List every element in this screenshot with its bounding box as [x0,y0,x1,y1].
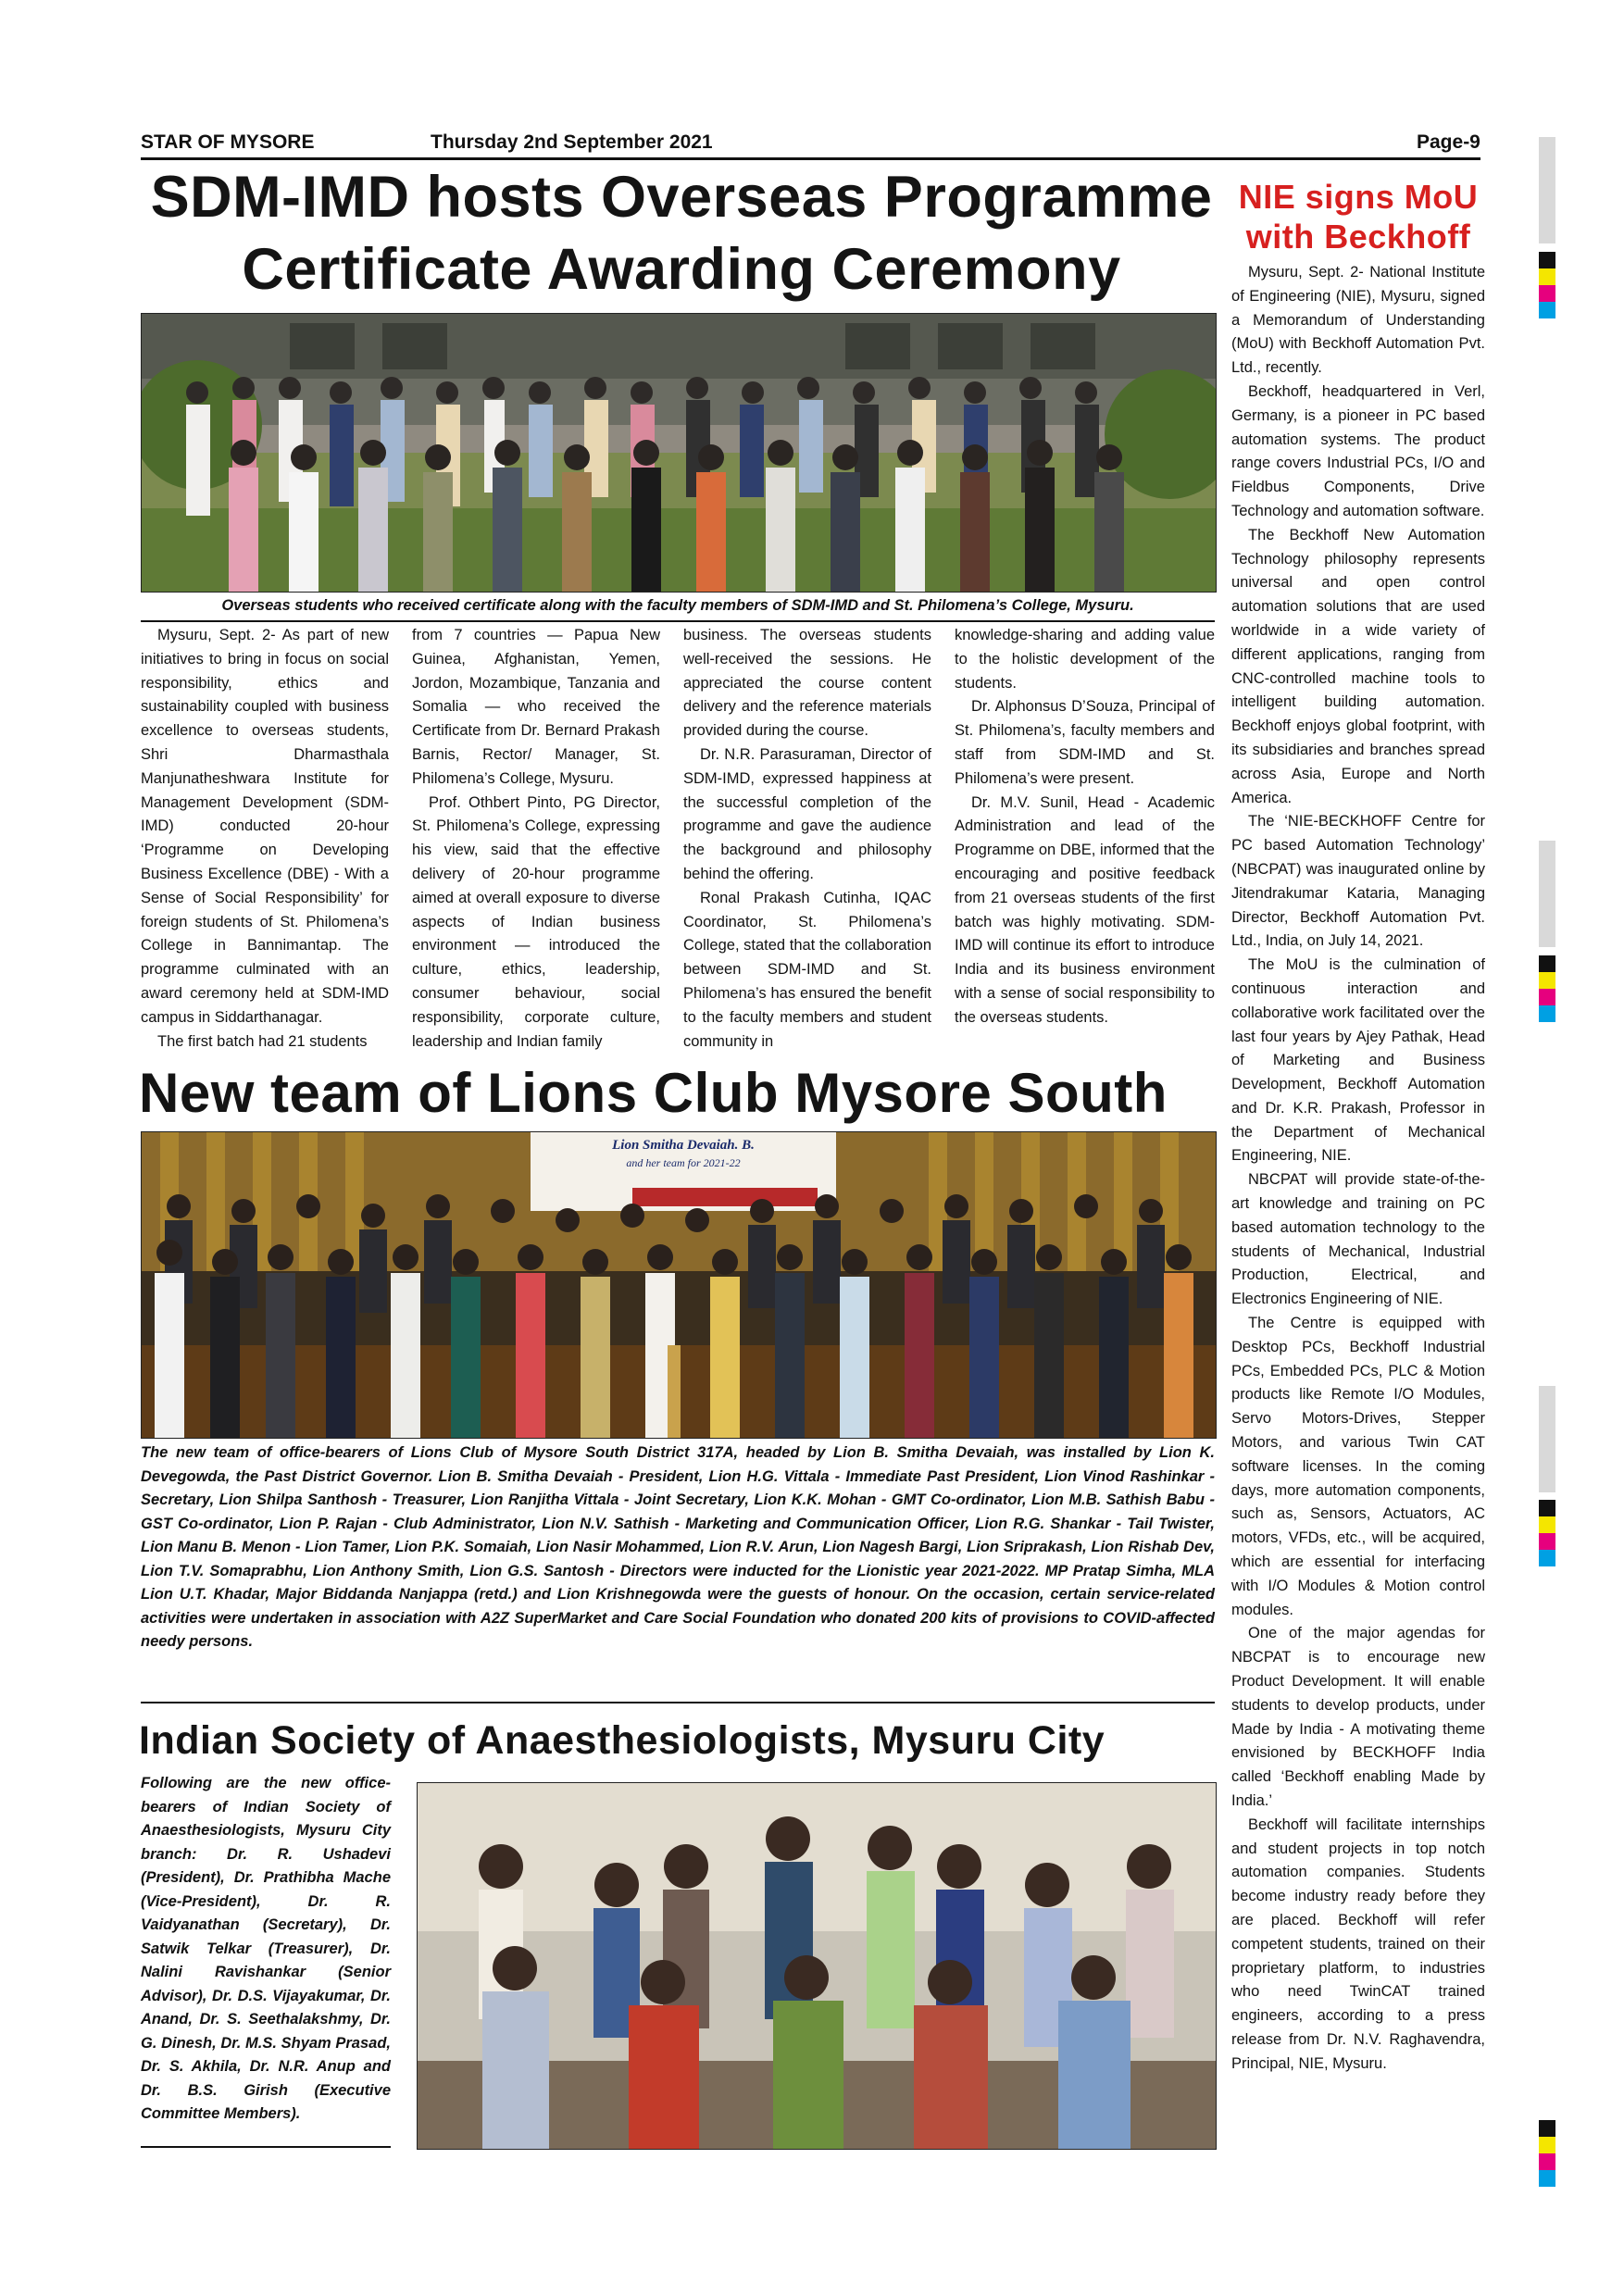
header-rule [141,157,1480,160]
registration-grey-bar [1539,1386,1555,1492]
masthead-date: Thursday 2nd September 2021 [431,131,713,153]
lions-banner-subtitle: and her team for 2021-22 [626,1156,741,1169]
registration-cmyk-marks [1539,252,1555,318]
story2-photo [141,1131,1217,1439]
lions-banner-title: Lion Smitha Devaiah. B. [612,1138,755,1153]
story1-caption-rule [141,620,1215,622]
story1-col4-para: knowledge-sharing and adding value to the holistic development of the students. [955,627,1215,692]
story1-column-3 [683,624,931,1054]
registration-grey-bar [1539,137,1555,243]
story1-col2-para: Prof. Othbert Pinto, PG Director, St. Philomena’s College, expressing his view, said that the effective delivery of 20-hour programme aimed at overall exposure to diverse aspects of Indian business environment — introduced the culture, ethics, leadership, consumer behaviour, social responsibility, corporate culture, leadership and Indian family [412,793,660,1050]
story2-photo-caption: The new team of office-bearers of Lions Club of Mysore South District 317A, headed by Lion B. Smitha Devaiah, was installed by Lion K. Devegowda, the Past District Governor. Lion B. Smitha Devaiah - President, Lion H.G. Vittala - Immediate Past President, Lion Vinod Rashinkar - Secretary, Lion Shilpa Santhosh - Treasurer, Lion Ranjitha Vittala - Joint Secretary, Lion K.K. Mohan - GMT Co-ordinator, Lion M.B. Sathish Babu - GST Co-ordinator, Lion P. Rajan - Club Administrator, Lion N.V. Sathish - Marketing and Communication Officer, Lion R.G. Shankar - Tail Twister, Lion Manu B. Menon - Lion Tamer, Lion P.K. Somaiah, Lion Nasir Mohammed, Lion R.V. Arun, Lion Nagesh Bargi, Lion Sriprakash, Lion Rishab Dev, Lion T.V. Somaprabhu, Lion Anthony Smith, Lion G.S. Santosh - Directors were inducted for the Lionistic year 2021-2022. MP Pratap Simha, MLA Lion U.T. Khadar, Major Biddanda Nanjappa (retd.) and Lion Krishnegowda were the guests of honour. On the occasion, certain service-related activities were undertaken in association with A2Z SuperMarket and Care Social Foundation who donated 200 kits of provisions to COVID-affected needy persons. [141,1444,1215,1650]
story1-column-4 [955,624,1215,1030]
sidebar-para: The MoU is the culmination of continuous interaction and collaborative work facilitated over the last four years by Ajey Pathak, Head of Marketing and Business Development, Beckhoff Automation and Dr. K.R. Prakash, Professor in the Department of Mechanical Engineering, NIE. [1231,956,1485,1165]
sidebar-para: The Centre is equipped with Desktop PCs, Beckhoff Industrial PCs, Embedded PCs, PLC & Motion products like Remote I/O Modules, Servo Motors-Drives, Stepper Motors, and various Twin CAT software licenses. In the coming days, more automation components, such as, Sensors, Actuators, AC motors, VFDs, etc., will be acquired, which are essential for interfacing with I/O Modules & Motion control modules. [1231,1315,1485,1618]
story1-col3-para: business. The overseas students well-received the sessions. He appreciated the course content delivery and the reference materials provided during the course. [683,627,931,740]
sidebar-para: NBCPAT will provide state-of-the-art knowledge and training on PC based automation technology to the students of Mechanical, Industrial Production, Electrical, and Electronics Engineering of NIE. [1231,1171,1485,1308]
story3-caption-rule [141,2146,391,2148]
sidebar-para: One of the major agendas for NBCPAT is to encourage new Product Development. It will enable students to develop products, under Made by India - A motivating theme envisioned by BECKHOFF India called ‘Beckhoff enabling Made by India.’ [1231,1625,1485,1809]
sidebar-headline-line2: with Beckhoff [1245,218,1471,256]
story1-headline-line2: Certificate Awarding Ceremony [242,237,1121,302]
sidebar-para: Beckhoff will facilitate internships and student projects in top notch automation companies. Students become industry ready before they are placed. Beckhoff will refer competent students, trained on their proprietary platform, to industries who need TwinCAT trained engineers, according to a press release from Dr. N.V. Raghavendra, Principal, NIE, Mysuru. [1231,1816,1485,2072]
registration-grey-bar [1539,841,1555,947]
registration-cmyk-marks [1539,955,1555,1022]
sidebar-headline-line1: NIE signs MoU [1238,178,1479,216]
story1-col1-para: Mysuru, Sept. 2- As part of new initiatives to bring in focus on social responsibility, ethics and sustainability coupled with business excellence to overseas students, Shri Dharmasthala Manjunatheshwara Institute for Management Development (SDM-IMD) conducted 20-hour ‘Programme on Developing Business Excellence (DBE) - With a Sense of Social Responsibility’ for foreign students of St. Philomena’s College in Bannimantap. The programme culminated with an award ceremony held at SDM-IMD campus in Siddarthanagar. [141,627,389,1026]
story1-col3-para: Ronal Prakash Cutinha, IQAC Coordinator, St. Philomena’s College, stated that the collaboration between SDM-IMD and St. Philomena’s has ensured the benefit to the faculty members and student community in [683,889,931,1050]
sidebar-para: Beckhoff, headquartered in Verl, Germany, is a pioneer in PC based automation systems. The product range covers Industrial PCs, I/O and Fieldbus Components, Drive Technology and automation software. [1231,382,1485,519]
story2-headline: New team of Lions Club Mysore South [139,1062,1168,1124]
registration-cmyk-marks [1539,2120,1555,2187]
story1-col2-para: from 7 countries — Papua New Guinea, Afghanistan, Yemen, Jordon, Mozambique, Tanzania and Somalia — who received the Certificate from Dr. Bernard Prakash Barnis, Rector/ Manager, St. Philomena’s College, Mysuru. [412,627,660,787]
story1-photo-caption: Overseas students who received certificate along with the faculty members of SDM-IMD and St. Philomena’s College, Mysuru. [221,597,1134,614]
sidebar-para: Mysuru, Sept. 2- National Institute of Engineering (NIE), Mysuru, signed a Memorandum of Understanding (MoU) with Beckhoff Automation Pvt. Ltd., recently. [1231,264,1485,377]
story3-photo [417,1782,1217,2150]
story2-caption-rule [141,1702,1215,1703]
story1-column-2 [412,624,660,1054]
sidebar-body [1231,261,1485,2077]
story3-caption: Following are the new office-bearers of Indian Society of Anaesthesiologists, Mysuru City branch: Dr. R. Ushadevi (President), Dr. Prathibha Mache (Vice-President), Dr. R. Vaidyanathan (Secretary), Dr. Satwik Telkar (Treasurer), Dr. Nalini Ravishankar (Senior Advisor), Dr. D.S. Vijayakumar, Dr. Anand, Dr. S. Seethalakshmy, Dr. G. Dinesh, Dr. M.S. Shyam Prasad, Dr. S. Akhila, Dr. N.R. Anup and Dr. B.S. Girish (Executive Committee Members). [141,1775,391,2122]
story1-col1-para: The first batch had 21 students [157,1032,368,1050]
registration-cmyk-marks [1539,1500,1555,1566]
story1-photo [141,313,1217,593]
sidebar-para: The Beckhoff New Automation Technology philosophy represents universal and open control automation solutions that are used worldwide in a wide variety of different applications, ranging from CNC-controlled machine tools to intelligent building automation. Beckhoff enjoys global footprint, with its subsidiaries and branches spread across Asia, Europe and North America. [1231,526,1485,806]
story1-col4-para: Dr. M.V. Sunil, Head - Academic Administration and lead of the Programme on DBE, informed that the encouraging and positive feedback from 21 overseas students of the first batch was highly motivating. SDM-IMD will continue its effort to introduce India and its business environment with a sense of social responsibility to the overseas students. [955,793,1215,1026]
page-number: Page-9 [1417,131,1480,153]
story1-column-1 [141,624,389,1054]
story3-headline: Indian Society of Anaesthesiologists, Mysuru City [139,1718,1106,1763]
story1-headline-line1: SDM-IMD hosts Overseas Programme [150,165,1213,230]
masthead-paper-name: STAR OF MYSORE [141,131,315,153]
sidebar-para: The ‘NIE-BECKHOFF Centre for PC based Automation Technology’ (NBCPAT) was inaugurated online by Jitendrakumar Kataria, Managing Director, Beckhoff Automation Pvt. Ltd., India, on July 14, 2021. [1231,813,1485,950]
story1-col3-para: Dr. N.R. Parasuraman, Director of SDM-IMD, expressed happiness at the successful completion of the programme and gave the audience the background and philosophy behind the offering. [683,745,931,882]
story1-col4-para: Dr. Alphonsus D’Souza, Principal of St. Philomena’s, faculty members and staff from SDM-IMD and St. Philomena’s were present. [955,698,1215,787]
